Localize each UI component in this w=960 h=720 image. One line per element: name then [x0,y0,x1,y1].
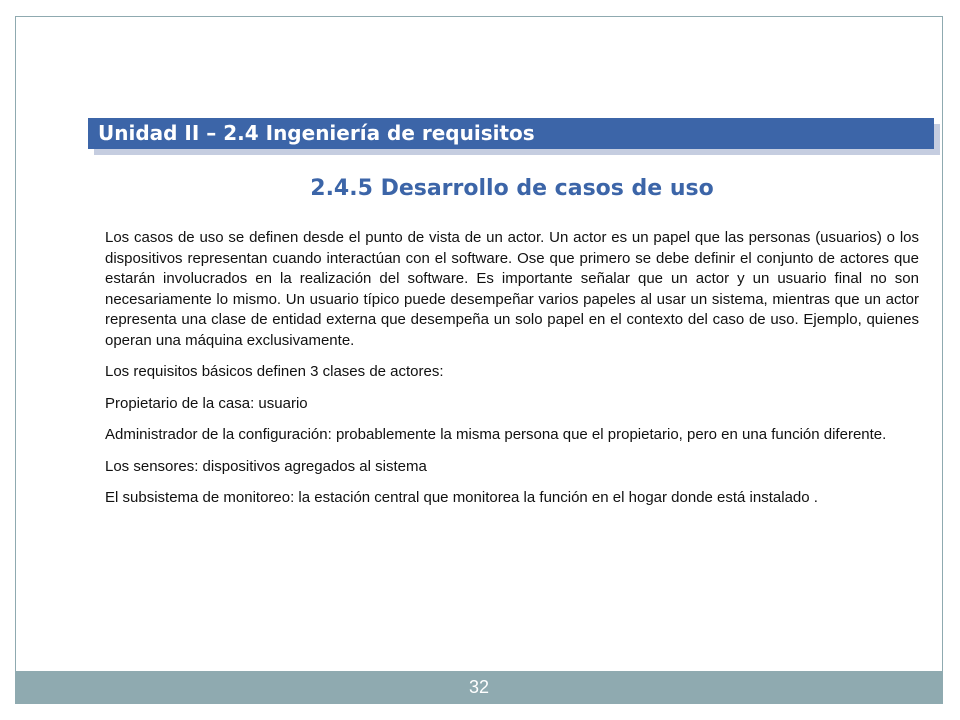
body-text [105,228,919,520]
page-number: 32 [468,677,490,697]
section-subtitle: 2.4.5 Desarrollo de casos de uso [310,176,714,201]
paragraph-owner: Propietario de la casa: usuario [105,394,308,412]
paragraph-admin: Administrador de la configuración: probablemente la misma persona que el propietario, pero en una función diferente. [105,426,887,443]
header-title: Unidad II – 2.4 Ingeniería de requisitos [98,121,535,145]
footer-bar [16,671,942,703]
paragraph-sensors: Los sensores: dispositivos agregados al sistema [105,457,427,475]
paragraph-intro: Los casos de uso se definen desde el punto de vista de un actor. Un actor es un papel que las personas (usuarios) o los dispositivos representan cuando interactúan con el software. Ose que primero se debe definir el conjunto de actores que estarán involucrados en la realización del software. Es importante señalar que un actor y un usuario final no son necesariamente lo mismo. Un usuario típico puede desempeñar varios papeles al usar un sistema, mientras que un actor representa una clase de entidad externa que desempeña un solo papel en el contexto del caso de uso. Ejemplo, quienes operan una máquina exclusivamente. [105,229,919,349]
header-bar [88,118,934,149]
paragraph-monitoring: El subsistema de monitoreo: la estación central que monitorea la función en el hogar donde está instalado . [105,489,818,506]
paragraph-actor-classes: Los requisitos básicos definen 3 clases de actores: [105,363,444,380]
